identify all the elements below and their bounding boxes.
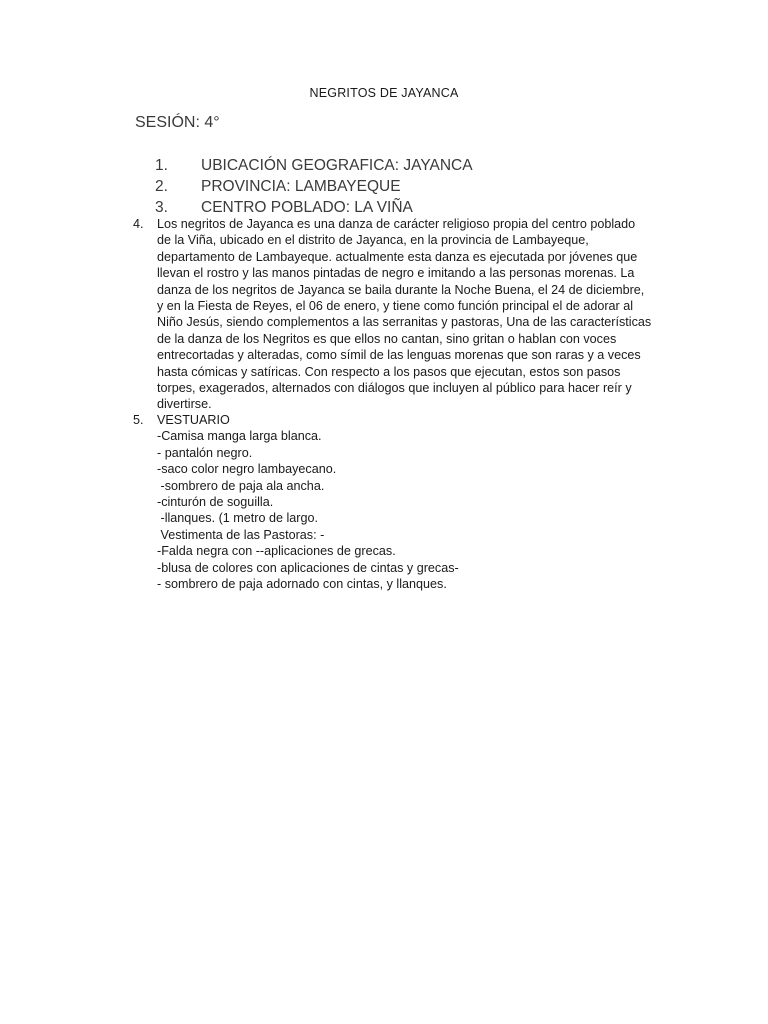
costume-subheading: Vestimenta de las Pastoras: - [157,527,325,542]
section-costume [133,412,673,592]
costume-item: -Falda negra con --aplicaciones de grecas. [157,544,396,559]
paragraph-line: llevan el rostro y las manos pintadas de negro e imitando a las personas morenas. La [157,266,635,281]
paragraph-line: departamento de Lambayeque. actualmente esta danza es ejecutada por jóvenes que [157,249,638,264]
paragraph-line: danza de los negritos de Jayanca se baila durante la Noche Buena, el 24 de diciembre, [157,282,645,297]
paragraph-line: hasta cómicas y satíricas. Con respecto a los pasos que ejecutan, estos son pasos [157,364,621,379]
list-item [155,155,473,176]
list-number: 3. [155,199,168,216]
costume-item: -blusa de colores con aplicaciones de cintas y grecas- [157,560,459,575]
list-number: 1. [155,157,168,174]
main-list [155,155,473,218]
list-text: PROVINCIA: LAMBAYEQUE [201,178,401,195]
costume-item: - pantalón negro. [157,445,253,460]
costume-item: -Camisa manga larga blanca. [157,429,322,444]
list-text: UBICACIÓN GEOGRAFICA: JAYANCA [201,157,473,174]
costume-item: -saco color negro lambayecano. [157,462,337,477]
section-description [133,216,673,413]
section-number: 5. [133,413,144,427]
section-body [157,216,673,413]
paragraph-line: de la Viña, ubicado en el distrito de Jayanca, en la provincia de Lambayeque, [157,233,589,248]
list-item [155,197,473,218]
paragraph-line: Los negritos de Jayanca es una danza de carácter religioso propia del centro poblado [157,217,636,231]
session-heading: SESIÓN: 4° [135,114,220,131]
section-number: 4. [133,217,144,231]
paragraph-line: y en la Fiesta de Reyes, el 06 de enero, y tiene como función principal el de adorar al [157,299,634,314]
paragraph-line: de la danza de los Negritos es que ellos no cantan, sino gritan o hablan con voces [157,331,617,346]
paragraph-line: Niño Jesús, siendo complementos a las serranitas y pastoras, Una de las características [157,315,652,330]
costume-item: -sombrero de paja ala ancha. [157,478,325,493]
costume-heading: VESTUARIO [157,413,230,427]
paragraph-line: torpes, exagerados, alternados con diálogos que incluyen al público para hacer reír y [157,381,632,396]
costume-item: - sombrero de paja adornado con cintas, y llanques. [157,577,447,592]
paragraph-line: entrecortadas y alteradas, como símil de las lenguas morenas que son raras y a veces [157,348,641,363]
list-number: 2. [155,178,168,195]
costume-item: -cinturón de soguilla. [157,495,274,510]
list-text: CENTRO POBLADO: LA VIÑA [201,199,413,216]
list-item [155,176,473,197]
section-body [157,412,673,592]
page-title: NEGRITOS DE JAYANCA [309,86,459,100]
paragraph-line: divertirse. [157,397,212,412]
costume-item: -llanques. (1 metro de largo. [157,511,319,526]
